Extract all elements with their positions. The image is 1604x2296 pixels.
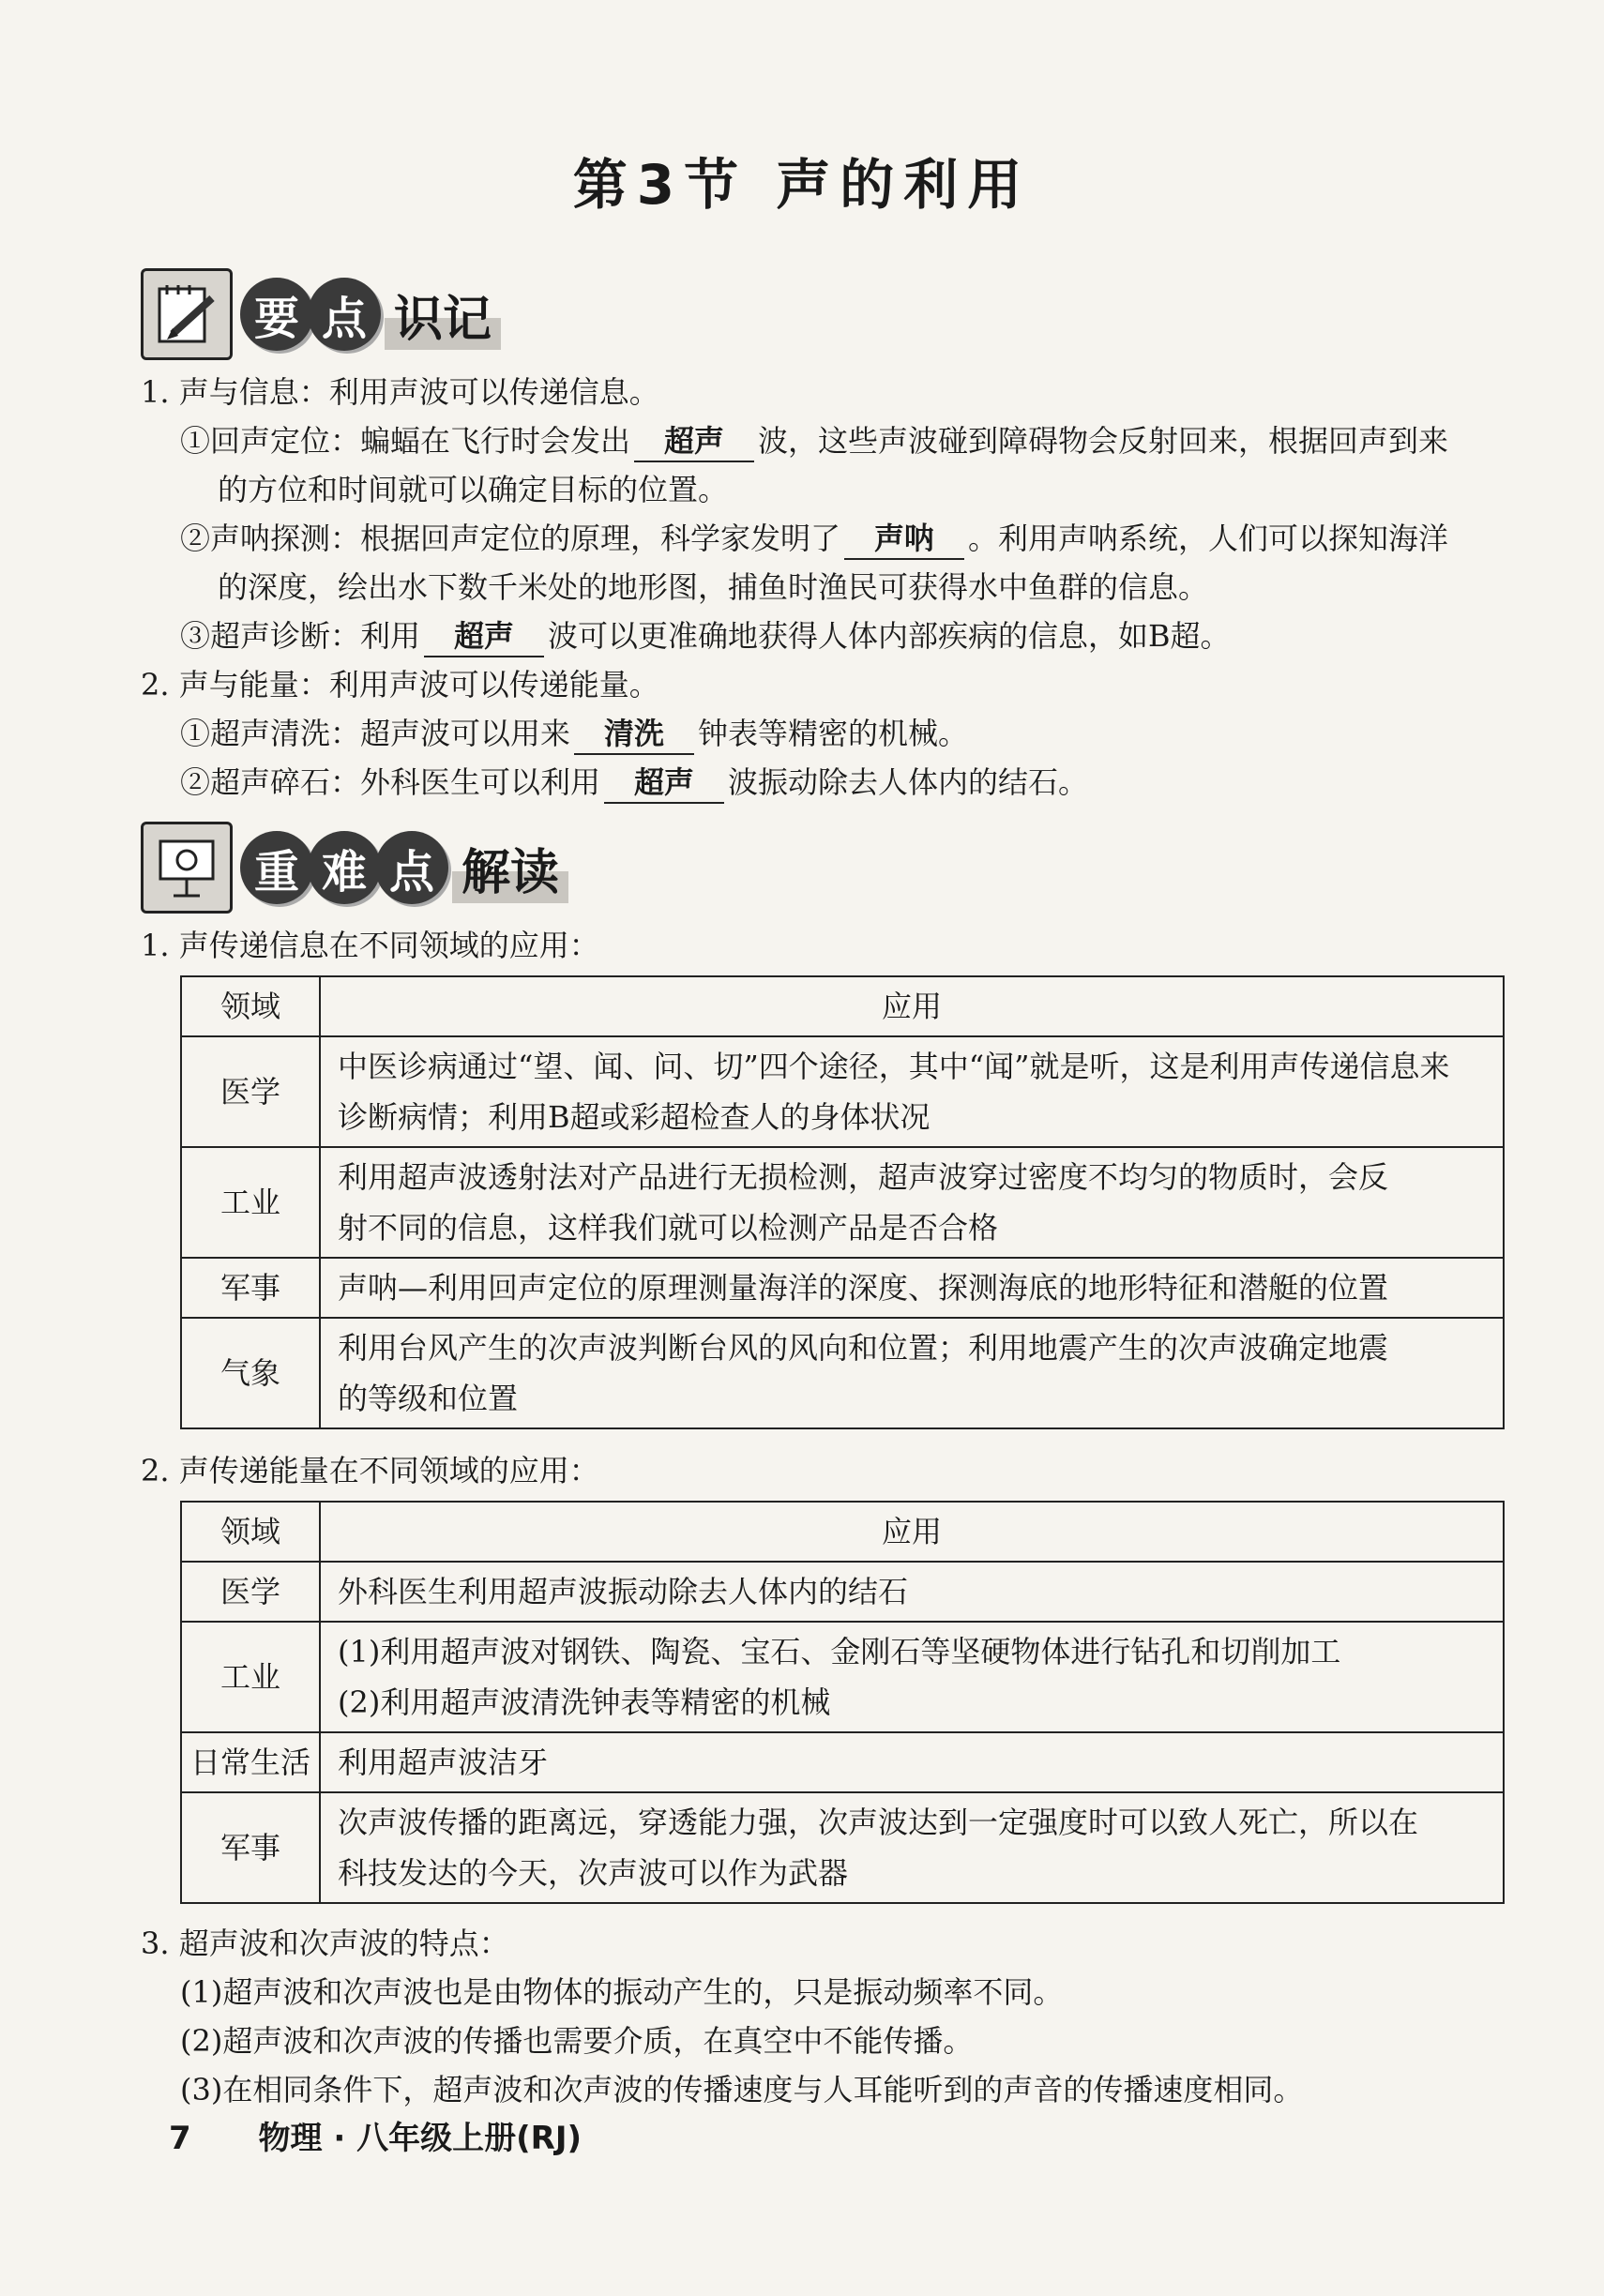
cell-line: 利用台风产生的次声波判断台风的风向和位置；利用地震产生的次声波确定地震 xyxy=(338,1330,1389,1366)
point-2a xyxy=(180,709,968,758)
text: 。利用声呐系统，人们可以探知海洋 xyxy=(968,521,1449,556)
fill-blank-answer: 清洗 xyxy=(574,714,694,755)
application-cell xyxy=(320,1562,1504,1622)
section-bubble: 点 xyxy=(375,831,448,904)
energy-application-table xyxy=(180,1501,1505,1904)
presentation-board-icon xyxy=(141,822,233,914)
application-cell xyxy=(320,1147,1504,1258)
point-1b xyxy=(180,514,1448,563)
text: 波可以更准确地获得人体内部疾病的信息，如B超。 xyxy=(548,618,1231,654)
cell-line: 利用超声波洁牙 xyxy=(338,1745,549,1780)
cell-line: 中医诊病通过“望、闻、问、切”四个途径，其中“闻”就是听，这是利用声传递信息来 xyxy=(338,1049,1450,1084)
point-2b xyxy=(180,758,1088,807)
text: ①超声清洗：超声波可以用来 xyxy=(180,716,571,751)
text: ②声呐探测：根据回声定位的原理，科学家发明了 xyxy=(180,521,841,556)
point-1b-cont: 的深度，绘出水下数千米处的地形图，捕鱼时渔民可获得水中鱼群的信息。 xyxy=(218,569,1209,605)
table-row xyxy=(181,1562,1504,1622)
field-cell: 工业 xyxy=(181,1147,320,1258)
text: ③超声诊断：利用 xyxy=(180,618,421,654)
cell-line: (1)利用超声波对钢铁、陶瓷、宝石、金刚石等坚硬物体进行钻孔和切削加工 xyxy=(338,1634,1341,1669)
text: ①回声定位：蝙蝠在飞行时会发出 xyxy=(180,423,631,459)
cell-line: 的等级和位置 xyxy=(338,1381,519,1416)
field-cell: 气象 xyxy=(181,1318,320,1428)
cell-line: (2)利用超声波清洗钟表等精密的机械 xyxy=(338,1684,831,1720)
table-row xyxy=(181,1036,1504,1147)
table-row xyxy=(181,1147,1504,1258)
column-header: 应用 xyxy=(320,1502,1504,1562)
section-title-tail: 解读 xyxy=(452,833,568,903)
feature-item: (3)在相同条件下，超声波和次声波的传播速度与人耳能听到的声音的传播速度相同。 xyxy=(180,2072,1304,2107)
application-cell xyxy=(320,1036,1504,1147)
fill-blank-answer: 超声 xyxy=(634,421,754,462)
info-application-table xyxy=(180,975,1505,1429)
table-header-row xyxy=(181,1502,1504,1562)
book-title: 物理 · 八年级上册(RJ) xyxy=(258,2120,583,2157)
table-row xyxy=(181,1258,1504,1318)
table-header-row xyxy=(181,976,1504,1036)
section-bubble: 重 xyxy=(240,831,313,904)
point-2: 2. 声与能量：利用声波可以传递能量。 xyxy=(141,667,659,702)
fill-blank-answer: 声呐 xyxy=(844,519,964,560)
column-header: 领域 xyxy=(181,1502,320,1562)
application-cell xyxy=(320,1622,1504,1732)
field-cell: 医学 xyxy=(181,1036,320,1147)
field-cell: 工业 xyxy=(181,1622,320,1732)
section-bubble: 点 xyxy=(308,278,381,351)
table-row xyxy=(181,1732,1504,1792)
table-row xyxy=(181,1318,1504,1428)
cell-line: 科技发达的今天，次声波可以作为武器 xyxy=(338,1855,849,1891)
section-header-key-points xyxy=(141,263,501,366)
notepad-pencil-icon xyxy=(141,268,233,360)
fill-blank-answer: 超声 xyxy=(424,616,544,657)
page-number: 7 xyxy=(169,2120,191,2157)
text: 波振动除去人体内的结石。 xyxy=(728,764,1089,800)
cell-line: 外科医生利用超声波振动除去人体内的结石 xyxy=(338,1574,909,1609)
text: ②超声碎石：外科医生可以利用 xyxy=(180,764,601,800)
table-row xyxy=(181,1792,1504,1903)
table2-caption: 2. 声传递能量在不同领域的应用： xyxy=(141,1453,599,1488)
field-cell: 军事 xyxy=(181,1792,320,1903)
cell-line: 声呐—利用回声定位的原理测量海洋的深度、探测海底的地形特征和潜艇的位置 xyxy=(338,1270,1389,1306)
page-footer xyxy=(169,2112,582,2158)
column-header: 应用 xyxy=(320,976,1504,1036)
field-cell: 日常生活 xyxy=(181,1732,320,1792)
cell-line: 诊断病情；利用B超或彩超检查人的身体状况 xyxy=(338,1099,931,1135)
field-cell: 军事 xyxy=(181,1258,320,1318)
fill-blank-answer: 超声 xyxy=(604,763,724,804)
section-bubble: 难 xyxy=(308,831,381,904)
cell-line: 射不同的信息，这样我们就可以检测产品是否合格 xyxy=(338,1210,999,1246)
point-1c xyxy=(180,612,1231,660)
cell-line: 利用超声波透射法对产品进行无损检测，超声波穿过密度不均匀的物质时，会反 xyxy=(338,1159,1389,1195)
point-1: 1. 声与信息：利用声波可以传递信息。 xyxy=(141,374,659,410)
table1-caption: 1. 声传递信息在不同领域的应用： xyxy=(141,928,599,963)
column-header: 领域 xyxy=(181,976,320,1036)
section-header-difficult-points xyxy=(141,816,568,919)
features-head: 3. 超声波和次声波的特点： xyxy=(141,1926,509,1961)
text: 波，这些声波碰到障碍物会反射回来，根据回声到来 xyxy=(758,423,1449,459)
feature-item: (2)超声波和次声波的传播也需要介质，在真空中不能传播。 xyxy=(180,2023,974,2059)
feature-item: (1)超声波和次声波也是由物体的振动产生的，只是振动频率不同。 xyxy=(180,1974,1064,2010)
application-cell xyxy=(320,1258,1504,1318)
field-cell: 医学 xyxy=(181,1562,320,1622)
point-1a-cont: 的方位和时间就可以确定目标的位置。 xyxy=(218,472,729,507)
table-row xyxy=(181,1622,1504,1732)
section-title-tail: 识记 xyxy=(385,279,501,350)
application-cell xyxy=(320,1792,1504,1903)
text: 钟表等精密的机械。 xyxy=(698,716,969,751)
cell-line: 次声波传播的距离远，穿透能力强，次声波达到一定强度时可以致人死亡，所以在 xyxy=(338,1805,1419,1840)
page-title: 第3节 声的利用 xyxy=(572,153,1032,217)
application-cell xyxy=(320,1732,1504,1792)
application-cell xyxy=(320,1318,1504,1428)
section-bubble: 要 xyxy=(240,278,313,351)
point-1a xyxy=(180,416,1448,465)
